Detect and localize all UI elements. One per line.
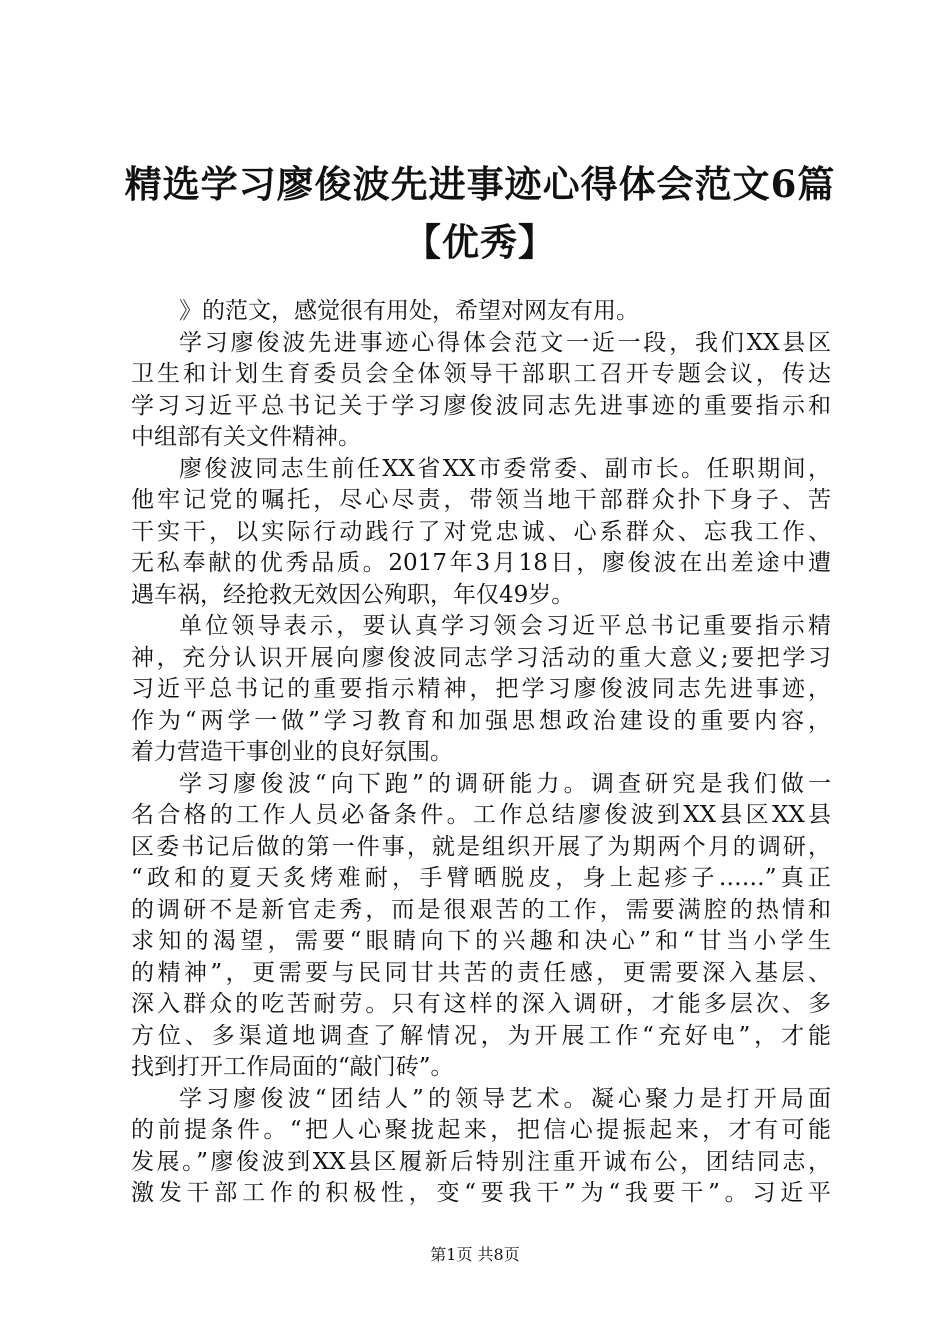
document-title-line-2: 【优秀】 (404, 220, 556, 264)
body-text-line: 学习习近平总书记关于学习廖俊波同志先进事迹的重要指示和 (131, 392, 831, 419)
body-text-line: 方位、多渠道地调查了解情况，为开展工作“充好电”，才能 (131, 1022, 831, 1049)
body-text-line: 深入群众的吃苦耐劳。只有这样的深入调研，才能多层次、多 (131, 991, 831, 1017)
page-footer: 第1页 共8页 (430, 1245, 520, 1264)
body-text-line: 遇车祸，经抢救无效因公殉职，年仅49岁。 (131, 581, 575, 608)
body-text-line: 激发干部工作的积极性，变“要我干”为“我要干”。习近平 (131, 1180, 831, 1206)
body-text-line: 单位领导表示，要认真学习领会习近平总书记重要指示精 (179, 613, 831, 639)
body-text-line: 习近平总书记的重要指示精神，把学习廖俊波同志先进事迹， (131, 676, 831, 702)
body-text-line: 卫生和计划生育委员会全体领导干部职工召开专题会议，传达 (131, 361, 831, 387)
body-text-line: “政和的夏天炙烤难耐，手臂晒脱皮，身上起疹子……”真正 (131, 865, 831, 891)
document-title-line-1: 精选学习廖俊波先进事迹心得体会范文6篇 (124, 162, 836, 206)
body-text-line: 学习廖俊波“团结人”的领导艺术。凝心聚力是打开局面 (179, 1085, 831, 1112)
body-text-line: 干实干，以实际行动践行了对党忠诚、心系群众、忘我工作、 (131, 518, 831, 545)
body-text-line: 发展。”廖俊波到XX县区履新后特别注重开诚布公，团结同志， (131, 1148, 831, 1175)
body-text-line: 区委书记后做的第一件事，就是组织开展了为期两个月的调研， (131, 833, 831, 860)
body-text-line: 他牢记党的嘱托，尽心尽责，带领当地干部群众扑下身子、苦 (131, 487, 831, 513)
body-text-line: 》的范文，感觉很有用处，希望对网友有用。 (179, 298, 639, 324)
body-text-line: 名合格的工作人员必备条件。工作总结廖俊波到XX县区XX县 (131, 802, 831, 828)
body-text-line: 学习廖俊波“向下跑”的调研能力。调查研究是我们做一 (179, 770, 831, 797)
body-text-line: 无私奉献的优秀品质。2017年3月18日，廖俊波在出差途中遭 (131, 550, 831, 576)
body-text-line: 的调研不是新官走秀，而是很艰苦的工作，需要满腔的热情和 (131, 896, 831, 923)
body-text-line: 的精神”，更需要与民同甘共苦的责任感，更需要深入基层、 (131, 959, 831, 986)
body-text-line: 学习廖俊波先进事迹心得体会范文一近一段，我们XX县区 (179, 329, 831, 356)
body-text-line: 中组部有关文件精神。 (131, 424, 361, 450)
document-body (131, 296, 831, 1210)
body-text-line: 着力营造干事创业的良好氛围。 (131, 739, 453, 765)
body-text-line: 的前提条件。“把人心聚拢起来，把信心提振起来，才有可能 (131, 1117, 831, 1143)
body-text-line: 求知的渴望，需要“眼睛向下的兴趣和决心”和“甘当小学生 (131, 928, 831, 954)
body-text-line: 廖俊波同志生前任XX省XX市委常委、副市长。任职期间， (179, 455, 831, 482)
body-text-line: 找到打开工作局面的“敲门砖”。 (131, 1054, 454, 1080)
body-text-line: 作为“两学一做”学习教育和加强思想政治建设的重要内容， (131, 707, 831, 734)
body-text-line: 神，充分认识开展向廖俊波同志学习活动的重大意义;要把学习 (131, 644, 831, 671)
